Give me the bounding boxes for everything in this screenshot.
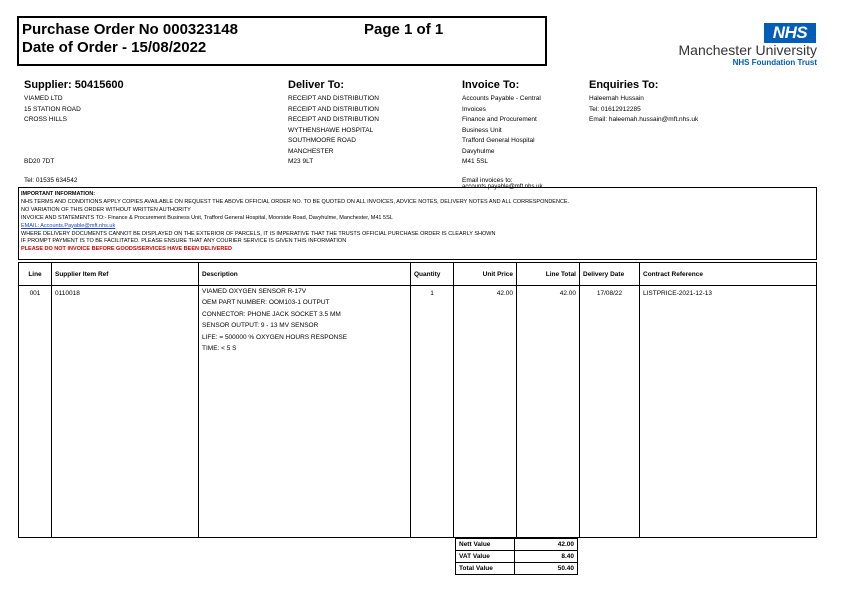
info-email-link[interactable]: EMAIL: Accounts.Payable@mft.nhs.uk (21, 222, 116, 229)
invoice-line: Business Unit (462, 126, 502, 134)
col-unit-price: Unit Price (454, 263, 517, 286)
deliver-line: MANCHESTER (288, 147, 334, 155)
col-line-total: Line Total (517, 263, 580, 286)
important-info (21, 191, 569, 254)
cell-line: 001 (19, 286, 52, 538)
deliver-line: M23 9LT (288, 158, 314, 165)
invoice-address (462, 94, 541, 168)
supplier-heading: Supplier: 50415600 (24, 79, 124, 91)
supplier-address (24, 94, 81, 168)
description-line: SENSOR OUTPUT: 9 - 13 MV SENSOR (202, 322, 319, 330)
description-line: LIFE: = 500000 % OXYGEN HOURS RESPONSE (202, 333, 348, 341)
description-line: OEM PART NUMBER: OOM103-1 OUTPUT (202, 299, 330, 307)
col-supplier-ref: Supplier Item Ref (52, 263, 199, 286)
nhs-logo: NHS (764, 23, 816, 43)
info-variation: NO VARIATION OF THIS ORDER WITHOUT WRITTEN AUTHORITY (21, 206, 191, 213)
cell-unit-price: 42.00 (454, 286, 517, 538)
org-name: Manchester University (678, 42, 817, 58)
enquiries-contact (589, 94, 698, 126)
supplier-tel: Tel: 01535 634542 (24, 177, 78, 184)
invoice-line: Trafford General Hospital (462, 137, 535, 144)
invoice-line: Accounts Payable - Central (462, 95, 541, 102)
description-line: TIME: < 5 S (202, 344, 237, 352)
invoice-line: Invoices (462, 105, 486, 113)
invoice-heading: Invoice To: (462, 79, 520, 91)
trust-name: NHS Foundation Trust (732, 58, 817, 67)
invoice-email-label: Email invoices to: (462, 177, 513, 184)
total-label: Total Value (456, 563, 515, 575)
invoice-line: M41 5SL (462, 158, 489, 165)
cell-contract-ref: LISTPRICE-2021-12-13 (640, 286, 817, 538)
col-description: Description (199, 263, 411, 286)
enquiries-name: Haleemah Hussain (589, 95, 644, 102)
deliver-line: RECEIPT AND DISTRIBUTION (288, 116, 379, 123)
deliver-line: RECEIPT AND DISTRIBUTION (288, 105, 379, 113)
invoice-line: Davyhulme (462, 147, 495, 155)
col-delivery-date: Delivery Date (580, 263, 640, 286)
supplier-line (24, 126, 81, 137)
deliver-address (288, 94, 379, 168)
table-row (19, 286, 817, 538)
supplier-line: BD20 7DT (24, 158, 55, 165)
deliver-line: RECEIPT AND DISTRIBUTION (288, 95, 379, 102)
totals-row-total (456, 563, 578, 575)
order-date: Date of Order - 15/08/2022 (22, 39, 207, 56)
col-quantity: Quantity (411, 263, 454, 286)
net-value: 42.00 (515, 539, 578, 551)
description-line: VIAMED OXYGEN SENSOR R-17V (202, 288, 307, 295)
vat-value: 8.40 (515, 551, 578, 563)
totals-row-vat (456, 551, 578, 563)
net-label: Nett Value (456, 539, 515, 551)
totals-row-net (456, 539, 578, 551)
supplier-line (24, 136, 81, 147)
totals-table (455, 538, 578, 575)
col-contract-ref: Contract Reference (640, 263, 817, 286)
vat-label: VAT Value (456, 551, 515, 563)
invoice-line: Finance and Procurement (462, 116, 537, 123)
info-warning: PLEASE DO NOT INVOICE BEFORE GOODS/SERVICES HAVE BEEN DELIVERED (21, 246, 232, 253)
po-number-title: Purchase Order No 000323148 (22, 21, 238, 38)
enquiries-heading: Enquiries To: (589, 79, 659, 91)
cell-description (199, 286, 411, 538)
page-indicator: Page 1 of 1 (364, 21, 444, 38)
deliver-heading: Deliver To: (288, 79, 345, 91)
supplier-line (24, 147, 81, 158)
deliver-line: WYTHENSHAWE HOSPITAL (288, 126, 374, 134)
supplier-line: 15 STATION ROAD (24, 105, 81, 113)
cell-supplier-ref: 0110018 (52, 286, 199, 538)
info-prompt-payment: IF PROMPT PAYMENT IS TO BE FACILITATED. PLEASE ENSURE THAT ANY COURIER SERVICE IS GIVEN THIS INFORMATION (21, 238, 347, 245)
supplier-line: CROSS HILLS (24, 116, 67, 123)
deliver-line: SOUTHMOORE ROAD (288, 137, 356, 144)
info-invoice-address: INVOICE AND STATEMENTS TO:- Finance & Procurement Business Unit, Trafford General Hospital, Moorside Road, Davyhulme, Manchester, M41 5SL (21, 214, 393, 221)
order-lines-table (18, 262, 817, 538)
info-title: IMPORTANT INFORMATION: (21, 191, 96, 197)
cell-quantity: 1 (411, 286, 454, 538)
info-delivery-docs: WHERE DELIVERY DOCUMENTS CANNOT BE DISPLAYED ON THE EXTERIOR OF PARCELS, IT IS IMPERATIVE THAT THE TRUSTS OFFICIAL PURCHASE ORDER IS CLEARLY SHOWN (21, 230, 496, 237)
col-line: Line (19, 263, 52, 286)
table-header-row (19, 263, 817, 286)
enquiries-email: Email: haleemah.hussain@mft.nhs.uk (589, 116, 699, 123)
supplier-line: VIAMED LTD (24, 95, 63, 102)
total-value: 50.40 (515, 563, 578, 575)
cell-delivery-date: 17/08/22 (580, 286, 640, 538)
enquiries-tel: Tel: 01612912285 (589, 105, 641, 113)
invoice-email: accounts.payable@mft.nhs.uk (462, 184, 543, 190)
info-terms: NHS TERMS AND CONDITIONS APPLY COPIES AVAILABLE ON REQUEST THE ABOVE OFFICIAL ORDER NO. TO BE QUOTED ON ALL INVOICES, ADVICE NOTES, DELIVERY NOTES AND ALL CORRESPONDENCE. (21, 198, 570, 205)
cell-line-total: 42.00 (517, 286, 580, 538)
description-line: CONNECTOR: PHONE JACK SOCKET 3.5 MM (202, 310, 341, 318)
